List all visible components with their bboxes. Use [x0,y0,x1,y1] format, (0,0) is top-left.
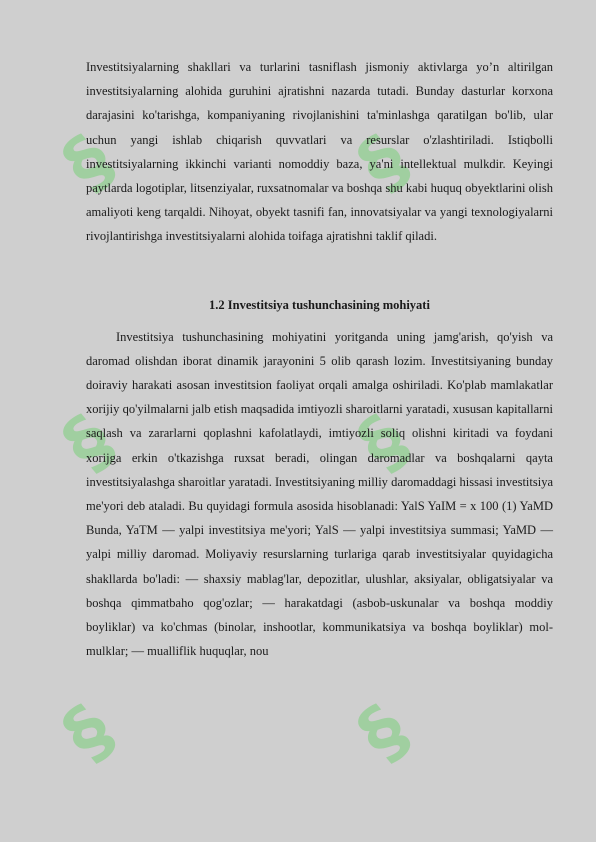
paragraph-investment-essence: Investitsiya tushunchasining mohiyatini yoritganda uning jamg'arish, qo'yish va daromad olishdan iborat dinamik jarayonini 5 olib qarash lozim. Investitsiyaning bunday doiraviy harakati asosan investitsion faoliyat orqali amalga oshiriladi. Ko'plab mamlakatlar xorijiy qo'yilmalarni jalb etish maqsadida imtiyozli sharoitlarni yaratadi, xususan kapitallarni saqlash va zararlarni qoplashni kafolatlaydi, imtiyozli soliq olishni kiritadi va foydani xorijga erkin o'tkazishga ruxsat beradi, olingan daromadlar va boshqalarni qayta investitsiyalashga sharoitlar yaratadi. Investitsiyaning milliy daromaddagi hissasi investitsiya me'yori deb ataladi. Bu quyidagi formula asosida hisoblanadi: YalS YaIM = x 100 (1) YaMD Bunda, YaTM — yalpi investitsiya me'yori; YalS — yalpi investitsiya summasi; YaMD — yalpi milliy daromad. Moliyaviy resurslarning turlariga qarab investitsiyalar quyidagicha shakllarda bo'ladi: — shaxsiy mablag'lar, depozitlar, ulushlar, aksiyalar, obligatsiyalar va boshqa qimmatbaho qog'ozlar; — harakatdagi (asbob-uskunalar va boshqa moddiy boyliklar) va ko'chmas (binolar, inshootlar, kommunikatsiya va boshqa boyliklar) mol-mulklar; — mualliflik huquqlar, nou [86,329,553,659]
watermark-logo: § [342,398,424,486]
document-body [86,55,553,663]
watermark-logo: § [47,398,129,486]
section-heading: 1.2 Investitsiya tushunchasining mohiyati [209,297,430,312]
watermark-logo: § [342,688,424,776]
watermark-logo: § [47,118,129,206]
paragraph-intro: Investitsiyalarning shakllari va turlarini tasniflash jismoniy aktivlarga yo’n altirilgan investitsiyalarning alohida guruhini ajratishni nazarda tutadi. Bunday dasturlar korxona darajasini ko'tarishga, kompaniyaning rivojlanishini ta'minlashga qaratilgan bo'lib, ular uchun yangi ishlab chiqarish quvvatlari va resurslar o'zlashtiriladi. Istiqbolli investitsiyalarning ikkinchi varianti nomoddiy baza, ya'ni intellektual mulkdir. Keyingi paytlarda logotiplar, litsenziyalar, ruxsatnomalar va boshqa shu kabi huquq obyektlarini olish amaliyoti keng tarqaldi. Nihoyat, obyekt tasnifi fan, innovatsiyalar va yangi texnologiyalarni rivojlantirishga investitsiyalarni alohida toifaga ajratishni taklif qiladi. [86,60,553,244]
watermark-logo: § [47,688,129,776]
watermark-logo: § [342,118,424,206]
